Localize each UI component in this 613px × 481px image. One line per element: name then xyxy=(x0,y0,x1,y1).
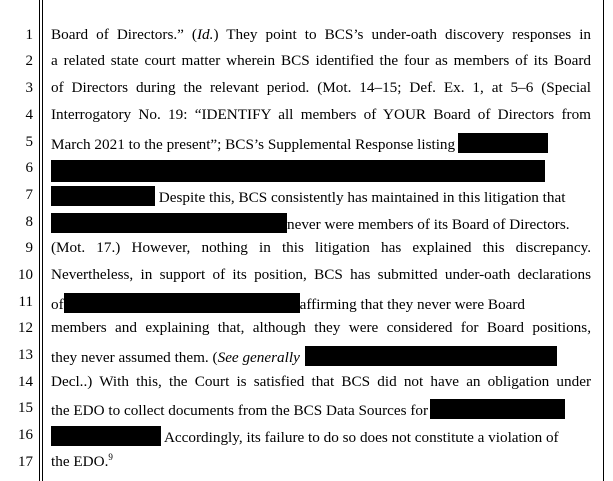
text-line-4: Interrogatory No. 19: “IDENTIFY all members of YOUR Board of Directors from xyxy=(51,106,591,123)
line-number: 7 xyxy=(25,187,33,203)
line-number: 15 xyxy=(18,400,33,416)
line-number: 5 xyxy=(25,134,33,150)
line-number: 10 xyxy=(18,267,33,283)
redaction-block xyxy=(430,399,565,419)
line-number: 16 xyxy=(18,427,33,443)
line-number: 17 xyxy=(18,454,33,470)
text-line-2: a related state court matter wherein BCS identified the four as members of its Board xyxy=(51,52,591,69)
text-line-16: Accordingly, its failure to do so does not constitute a violation of xyxy=(51,426,591,444)
text-line-9: (Mot. 17.) However, nothing in this litigation has explained this discrepancy. xyxy=(51,239,591,256)
left-margin-rule xyxy=(39,0,40,481)
line-number: 11 xyxy=(18,294,33,310)
line-number: 4 xyxy=(25,107,33,123)
text-line-12: members and explaining that, although they were considered for Board positions, xyxy=(51,319,591,336)
redaction-block xyxy=(51,186,155,206)
line-number: 13 xyxy=(18,347,33,363)
redaction-block xyxy=(64,293,300,313)
line-number: 6 xyxy=(25,160,33,176)
line-number: 2 xyxy=(25,53,33,69)
text-line-14: Decl..) With this, the Court is satisfied that BCS did not have an obligation under xyxy=(51,373,591,390)
footnote-marker: 9 xyxy=(108,452,113,462)
line-number: 1 xyxy=(25,27,33,43)
text-line-7: Despite this, BCS consistently has maintained in this litigation that xyxy=(51,186,591,204)
text-line-1: Board of Directors.” (Id.) They point to BCS’s under-oath discovery responses in xyxy=(51,26,592,43)
left-margin-rule-inner xyxy=(42,0,43,481)
redaction-block xyxy=(51,160,545,182)
text-line-17: the EDO.$^9$ xyxy=(51,452,113,470)
text-line-3: of Directors during the relevant period. (Mot. 14–15; Def. Ex. 1, at 5–6 (Special xyxy=(51,79,591,96)
right-margin-rule xyxy=(603,0,604,481)
text-line-5: March 2021 to the present”; BCS’s Supplemental Response listing xyxy=(51,133,591,151)
line-number: 8 xyxy=(25,214,33,230)
text-line-11: of affirming that they never were Board xyxy=(51,293,591,311)
line-number: 14 xyxy=(18,374,33,390)
text-line-8: never were members of its Board of Directors. xyxy=(51,213,591,231)
text-line-13: they never assumed them. (See generally xyxy=(51,346,591,364)
redaction-block xyxy=(305,346,557,366)
redaction-block xyxy=(51,213,287,233)
line-number: 3 xyxy=(25,80,33,96)
line-number: 12 xyxy=(18,320,33,336)
line-number: 9 xyxy=(25,240,33,256)
redaction-block xyxy=(458,133,548,153)
text-line-15: the EDO to collect documents from the BCS Data Sources for xyxy=(51,399,591,417)
redaction-block xyxy=(51,426,161,446)
text-line-10: Nevertheless, in support of its position, BCS has submitted under-oath declarations xyxy=(51,266,591,283)
